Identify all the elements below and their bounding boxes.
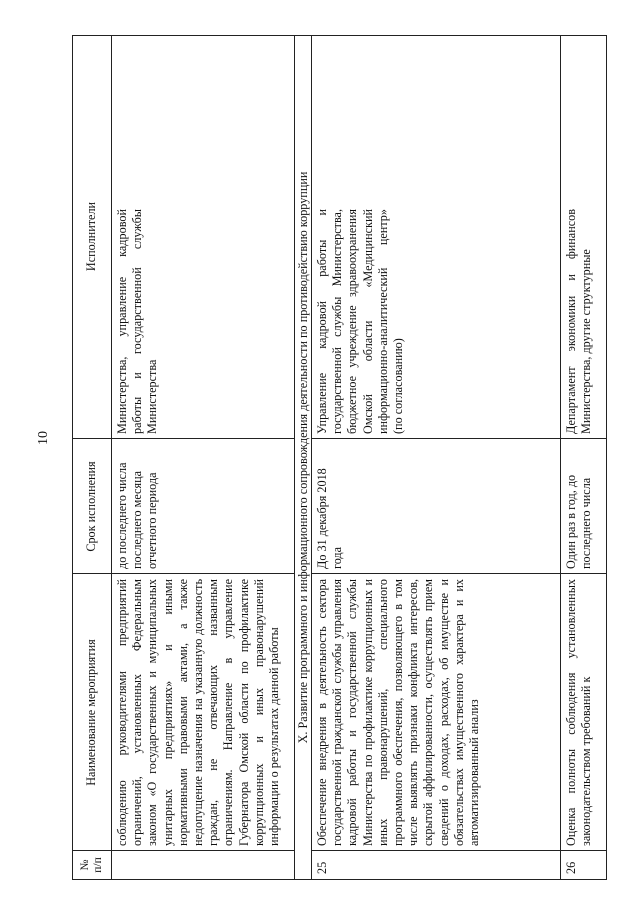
row-num: 26 [564,861,578,874]
row-executors: Департамент экономики и финансов Министерства, другие структурные [564,209,594,434]
header-num: № п/п [79,857,104,873]
table-row [561,36,608,879]
header-term: Срок исполнения [84,461,99,552]
row-name: Обеспечение внедрения в деятельность сектора государственной гражданской службы управления кадровой работы и государственной службы Министерства по профилактике коррупционных и иных правонарушений, специального программного обеспечения, позволяющего в том числе выявлять признаки конфликта интересов, скрытой аффилированности, осуществлять прием сведений о доходах, расходах, об имуществе и обязательствах имущественного характера и их автоматизированный анализ [315,579,482,846]
table-row [312,36,560,879]
row-term: Один раз в год, до последнего числа [564,474,594,569]
table-row [112,36,294,879]
page-number: 10 [36,431,51,445]
row-num [112,851,294,879]
table-wrapper [72,35,607,880]
table-header-row [73,36,111,879]
row-term: до последнего числа последнего месяца отчетного периода [115,462,160,569]
row-name: Оценка полноты соблюдения установленных законодательством требований к [564,579,594,846]
measures-table [72,35,607,880]
header-executors: Исполнители [84,201,99,272]
row-num: 25 [315,861,329,874]
row-term: До 31 декабря 2018 года [315,468,345,569]
row-executors: Министерства, управление кадровой работы и государственной службы Министерства [115,209,160,434]
row-name: соблюдению руководителями предприятий ограничений, установленных Федеральным законом «О государственных и муниципальных унитарных предприятиях» и иными нормативными правовыми актами, а также недопущение назначения на указанную должность граждан, не отвечающих названным ограничениям. Направление в управление Губернатора Омской области по профилактике коррупционных и иных правонарушений информации о результатах данной работы [115,579,282,846]
section-title: X. Развитие программного и информационного сопровождения деятельности по противодействию коррупции [296,171,310,744]
header-name: Наименование мероприятия [84,639,99,786]
row-executors: Управление кадровой работы и государственной службы Министерства, бюджетное учреждение здравоохранения Омской области «Медицинский информационно-аналитический центр» (по согласованию) [315,209,406,434]
